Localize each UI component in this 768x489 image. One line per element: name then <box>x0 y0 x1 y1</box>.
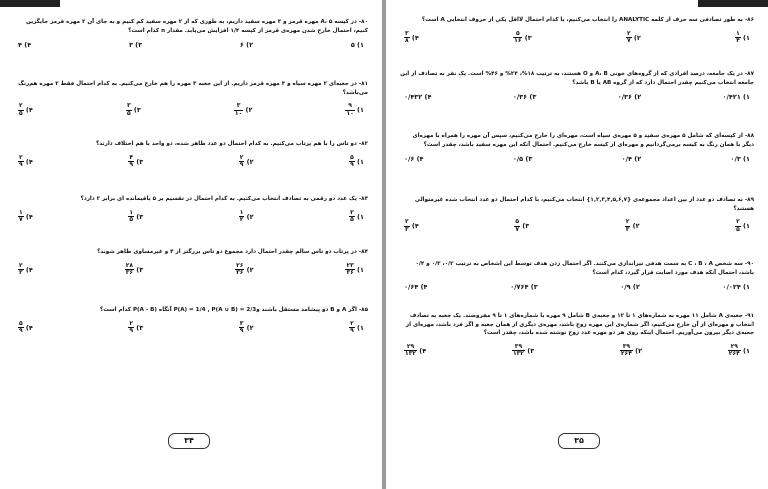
question-stem <box>400 132 754 149</box>
fraction-numerator: ۵ <box>513 31 522 39</box>
fraction-denominator: ۵ <box>129 216 134 223</box>
option-label: ۱) <box>740 33 750 42</box>
option-label: ۳) <box>134 157 144 166</box>
option-label: ۴) <box>23 106 33 114</box>
question-5 <box>400 312 754 358</box>
fraction-numerator: ۲۳ <box>346 261 354 269</box>
option-label: ۴) <box>21 41 32 49</box>
fraction-numerator: ۲ <box>129 319 134 327</box>
question-stem <box>400 196 754 213</box>
answer-option-4[interactable] <box>404 344 426 358</box>
fraction-denominator: ۹ <box>350 161 354 168</box>
question-1 <box>400 70 754 101</box>
stem-text: ۸۷- در یک جامعه، درصد افرادی که از گروه‌های خونی A، B و O هستند، به ترتیب ۱۸%، ۲۴% و ۴۶% است. یک نفر به تصادف از این جامعه انتخاب می‌کنیم چقدر احتمال دارد که از گروه AB یا B باشد؟ <box>400 71 754 86</box>
fraction-numerator: ۲۹ <box>728 344 741 352</box>
option-value: ۰/۴۳۲ <box>404 93 423 101</box>
answer-options <box>14 210 368 224</box>
option-label: ۱) <box>740 283 750 291</box>
option-fraction <box>125 263 134 277</box>
fraction-numerator: ۲ <box>19 102 23 109</box>
question-4 <box>14 248 368 277</box>
question-0 <box>400 16 754 45</box>
option-label: ۱) <box>354 157 364 166</box>
option-label: ۴) <box>414 155 424 163</box>
option-fraction <box>620 344 633 358</box>
fraction-denominator: ۹ <box>19 327 23 334</box>
answer-option-4[interactable] <box>404 219 419 233</box>
option-value: ۰/۳ <box>730 155 741 163</box>
fraction-denominator: ۵ <box>736 225 740 233</box>
answer-options <box>14 103 368 117</box>
option-label: ۱) <box>354 106 364 114</box>
fraction-numerator: ۵ <box>19 319 23 327</box>
fraction-numerator: ۵ <box>350 153 354 161</box>
answer-option-3[interactable] <box>128 321 143 335</box>
fraction-numerator: ۲ <box>239 153 244 161</box>
fraction-denominator: ۱۰ <box>346 109 354 117</box>
option-label: ۲) <box>244 212 254 221</box>
answer-option-1[interactable] <box>349 155 364 169</box>
fraction-denominator: ۹ <box>129 161 134 168</box>
option-fraction <box>512 344 525 358</box>
answer-option-4[interactable] <box>404 93 431 101</box>
answer-option-1[interactable] <box>728 344 750 358</box>
option-label: ۱) <box>740 93 750 101</box>
answer-option-2[interactable] <box>239 210 254 224</box>
option-fraction <box>728 344 741 358</box>
option-value: ۰/۰۲۴ <box>722 283 741 291</box>
fraction-numerator: ۵ <box>515 218 520 225</box>
option-value: ۰/۴۲۱ <box>722 93 741 101</box>
answer-option-4[interactable] <box>18 41 31 49</box>
option-label: ۴) <box>23 212 33 221</box>
answer-option-3[interactable] <box>514 219 529 233</box>
fraction-denominator: ۱۳۲ <box>512 350 524 357</box>
question-stem <box>14 195 368 204</box>
option-label: ۲) <box>630 222 640 230</box>
option-value: ۰/۹ <box>620 283 631 291</box>
fraction-numerator: ۲۶ <box>236 261 244 269</box>
answer-option-3[interactable] <box>128 155 143 169</box>
option-label: ۳) <box>134 265 144 274</box>
answer-options <box>14 263 368 277</box>
fraction-denominator: ۳ <box>19 269 23 276</box>
fraction-numerator: ۳۹ <box>620 344 633 352</box>
answer-option-2[interactable] <box>234 103 253 117</box>
answer-option-1[interactable] <box>723 93 750 101</box>
stem-formula: P(A) = 1/4 , P(A ∪ B) = 2/3 <box>173 307 257 313</box>
fraction-denominator: ۵ <box>350 216 354 223</box>
fraction-numerator: ۲۹ <box>404 344 417 352</box>
option-label: ۴) <box>409 33 419 42</box>
fraction-numerator: ۲ <box>350 319 354 327</box>
fraction-denominator: ۵ <box>19 109 23 117</box>
option-label: ۲) <box>243 106 253 114</box>
stem-text: ۸۴- در پرتاب دو تاس سالم چقدر احتمال دارد مجموع دو تاس بزرگتر از ۴ و غیرمساوی ظاهر شوند؟ <box>97 249 368 255</box>
stem-text: ۸۱- در جعبه‌ای ۲ مهره سیاه و ۳ مهره قرمز داریم. از این جعبه ۳ مهره را هم خارج می‌کنیم. به کدام احتمال فقط ۲ مهره هم‌رنگ می‌باشد؟ <box>18 81 368 96</box>
option-value: ۰/۵ <box>512 155 524 163</box>
answer-option-2[interactable] <box>235 263 254 277</box>
question-stem <box>400 260 754 277</box>
option-label: ۱) <box>354 323 364 332</box>
answer-option-1[interactable] <box>723 283 750 291</box>
stem-tail: آنگاه P(A - B) کدام است؟ <box>99 307 174 313</box>
question-stem <box>14 140 368 149</box>
option-label: ۲) <box>244 323 254 332</box>
stem-text: ۸۵- اگر A و B دو پیشامد مستقل باشند و <box>256 307 368 313</box>
option-label: ۲) <box>631 33 641 42</box>
page-number: ۳۵ <box>558 433 600 449</box>
option-label: ۳) <box>134 323 144 332</box>
option-label: ۳) <box>522 33 532 42</box>
fraction-numerator: ۲ <box>736 218 740 225</box>
answer-option-1[interactable] <box>345 103 364 117</box>
option-value: ۰/۳۶ <box>617 93 632 101</box>
answer-option-1[interactable] <box>735 31 750 45</box>
answer-option-3[interactable] <box>513 31 532 45</box>
answer-option-1[interactable] <box>349 321 364 335</box>
option-label: ۴) <box>409 222 419 230</box>
fraction-denominator: ۹ <box>350 327 354 334</box>
question-stem <box>400 16 754 25</box>
answer-options <box>400 283 754 291</box>
answer-option-2[interactable] <box>620 344 642 358</box>
question-1 <box>14 80 368 117</box>
option-label: ۴) <box>422 93 432 101</box>
fraction-numerator: ۲ <box>626 29 631 37</box>
option-label: ۱) <box>354 212 364 221</box>
answer-option-3[interactable] <box>510 283 537 291</box>
answer-option-3[interactable] <box>128 210 143 224</box>
answer-option-4[interactable] <box>18 103 33 117</box>
option-label: ۲) <box>244 265 254 274</box>
option-value: ۵ <box>350 41 355 49</box>
fraction-numerator: ۲ <box>625 218 630 225</box>
option-label: ۴) <box>23 323 33 332</box>
answer-option-4[interactable] <box>404 31 419 45</box>
question-2 <box>400 132 754 163</box>
answer-option-2[interactable] <box>618 93 641 101</box>
page-header-bar <box>698 0 768 7</box>
answer-options <box>14 41 368 49</box>
fraction-denominator: ۵ <box>126 109 131 117</box>
fraction-numerator: ۲ <box>19 153 23 161</box>
stem-text: ۹۱- جعبه‌ی A شامل ۱۱ مهره به شماره‌های ۱ تا ۱۲ و جعبه‌ی B شامل ۹ مهره با شماره‌های ۱ تا ۹ مفروضند. یک جعبه به تصادف انتخاب و مهره‌ای از آن خارج می‌کنیم، اگر شماره‌ی این مهره زوج باشد، مهره‌ی دیگری از همان جعبه و اگر فرد باشد، مهره‌ای از جعبه‌ی دیگر بیرون می‌آوریم. احتمال اینکه روی هر دو مهره عدد زوج نوشته شده باشد، چقدر است؟ <box>405 313 754 336</box>
option-label: ۲) <box>631 93 642 101</box>
stem-text: ۸۸- از کیسه‌ای که شامل ۵ مهره‌ی سفید و ۵ مهره‌ی سیاه است، مهره‌ای را خارج می‌کنیم، سپس آن مهره را همراه با مهره‌ای دیگر با همان رنگ به کیسه برمی‌گردانیم و مهره‌ای از کیسه خارج می‌کنیم. احتمال آنکه این مهره سفید باشد، چقدر است؟ <box>412 133 754 148</box>
question-stem <box>14 248 368 257</box>
answer-option-4[interactable] <box>18 321 33 335</box>
option-fraction <box>234 103 243 117</box>
option-label: ۱) <box>740 155 750 163</box>
stem-text: ۸۶- به طور تصادفی سه حرف از کلمه ANALYTIC را انتخاب می‌کنیم، با کدام احتمال لااقل یکی از حروف انتخابی A است؟ <box>421 17 754 23</box>
fraction-denominator: ۲۶۴ <box>728 350 740 357</box>
answer-option-4[interactable] <box>18 155 33 169</box>
answer-option-3[interactable] <box>125 263 144 277</box>
option-label: ۴) <box>23 265 33 274</box>
option-label: ۳) <box>132 41 143 49</box>
answer-options <box>400 219 754 233</box>
fraction-denominator: ۳۶ <box>346 269 354 276</box>
answer-option-4[interactable] <box>404 283 427 291</box>
fraction-denominator: ۲۶۴ <box>620 350 632 357</box>
option-fraction <box>404 344 417 358</box>
option-label: ۴) <box>417 346 427 355</box>
question-stem <box>400 70 754 87</box>
fraction-numerator: ۳ <box>126 102 131 109</box>
answer-options <box>400 93 754 101</box>
fraction-denominator: ۷ <box>626 37 631 44</box>
fraction-numerator: ۹ <box>345 103 354 111</box>
fraction-numerator: ۳۹ <box>512 344 525 352</box>
answer-option-1[interactable] <box>349 210 364 224</box>
fraction-denominator: ۲ <box>239 216 244 223</box>
option-label: ۲) <box>631 155 642 163</box>
answer-options <box>400 31 754 45</box>
fraction-numerator: ۱ <box>19 208 23 216</box>
option-label: ۱) <box>740 346 750 355</box>
option-value: ۰/۳۶ <box>512 93 528 101</box>
fraction-numerator: ۲ <box>405 218 409 225</box>
answer-option-3[interactable] <box>513 155 533 163</box>
option-label: ۳) <box>520 222 530 230</box>
option-label: ۱) <box>354 41 364 49</box>
stem-text: ۸۹- به تصادف دو عدد از بین اعداد مجموعه‌ی {۱,۲,۳,۴,۵,۶,۷} انتخاب می‌کنیم، با کدام احتمال دو عدد انتخاب شده غیرمتوالی هستند؟ <box>414 197 754 212</box>
answer-option-1[interactable] <box>351 41 364 49</box>
option-fraction <box>345 103 354 117</box>
option-label: ۲) <box>632 346 643 355</box>
left-page <box>0 0 383 489</box>
option-label: ۲) <box>630 283 640 291</box>
fraction-denominator: ۹ <box>239 161 244 168</box>
fraction-denominator: ۷ <box>19 216 23 223</box>
answer-option-1[interactable] <box>345 263 364 277</box>
stem-text: ۸۳- یک عدد دو رقمی به تصادف انتخاب می‌کنیم. به کدام احتمال در تقسیم بر ۵ باقیمانده ای برابر ۲ دارد؟ <box>80 196 368 202</box>
answer-option-2[interactable] <box>239 321 254 335</box>
answer-option-2[interactable] <box>622 155 642 163</box>
fraction-denominator: ۱۶ <box>514 37 522 44</box>
fraction-numerator: ۳ <box>405 29 409 37</box>
fraction-denominator: ۹ <box>239 327 244 334</box>
option-value: ۰/۷۶۴ <box>510 283 529 291</box>
question-3 <box>400 196 754 233</box>
option-label: ۳) <box>527 93 537 101</box>
fraction-denominator: ۳۶ <box>236 269 244 276</box>
answer-option-3[interactable] <box>513 93 536 101</box>
option-label: ۱) <box>354 265 364 274</box>
fraction-numerator: ۴ <box>129 153 134 161</box>
option-value: ۶ <box>239 41 244 49</box>
option-value: ۰/۶ <box>404 155 415 163</box>
stem-text: ۸۰- در کیسه A، ۵ مهره قرمز و ۳ مهره سفید داریم، به طوری که از ۲ مهره سفید کم کنیم و به جای آن ۲ مهره قرمز جایگزین کنیم، احتمال خارج شدن مهره‌ی قرمز از کیسه ۱/۴ افزایش می‌یابد. مقدار n کدام است؟ <box>26 19 368 34</box>
option-value: ۰/۴ <box>621 155 632 163</box>
fraction-denominator: ۳ <box>405 225 409 233</box>
option-label: ۳) <box>528 283 538 291</box>
question-stem <box>14 306 368 315</box>
answer-option-3[interactable] <box>129 41 142 49</box>
option-label: ۳) <box>523 155 533 163</box>
answer-option-1[interactable] <box>730 155 750 163</box>
fraction-numerator: ۱ <box>129 208 134 216</box>
option-value: ۴ <box>18 41 22 49</box>
answer-option-1[interactable] <box>735 219 750 233</box>
answer-options <box>14 321 368 335</box>
option-label: ۲) <box>243 41 254 49</box>
question-stem <box>14 80 368 97</box>
right-page <box>386 0 768 489</box>
answer-option-4[interactable] <box>404 155 424 163</box>
stem-text: ۹۰- سه شخص C ، B ، A به سمت هدفی تیراندازی می‌کنند. اگر احتمال زدن هدف توسط این اشخاص به ترتیب ۰/۲، ۰/۳ و ۰/۴ باشد، احتمال آنکه هدف مورد اصابت قرار گیرد، کدام است؟ <box>415 261 754 276</box>
answer-options <box>400 155 754 163</box>
fraction-denominator: ۷ <box>515 225 520 233</box>
fraction-numerator: ۲۸ <box>125 261 134 269</box>
fraction-denominator: ۳۶ <box>125 269 134 276</box>
option-label: ۳) <box>131 106 141 114</box>
option-label: ۱) <box>740 222 750 230</box>
stem-text: ۸۲- دو تاس را با هم پرتاب می‌کنیم. به کدام احتمال دو عدد ظاهر شده، دو واحد با هم اختلاف دارند؟ <box>96 141 368 147</box>
question-4 <box>400 260 754 291</box>
fraction-numerator: ۳ <box>234 103 243 111</box>
fraction-denominator: ۳ <box>625 225 630 233</box>
answer-option-2[interactable] <box>240 41 253 49</box>
answer-option-4[interactable] <box>18 210 33 224</box>
question-3 <box>14 195 368 224</box>
question-0 <box>14 18 368 49</box>
question-2 <box>14 140 368 169</box>
answer-option-2[interactable] <box>239 155 254 169</box>
page-header-bar <box>0 0 60 7</box>
answer-options <box>14 155 368 169</box>
question-stem <box>400 312 754 338</box>
fraction-numerator: ۳ <box>239 319 244 327</box>
fraction-numerator: ۱ <box>736 29 740 37</box>
page-number: ۳۴ <box>168 433 210 449</box>
fraction-denominator: ۱۰ <box>234 109 243 117</box>
fraction-numerator: ۲ <box>350 208 354 216</box>
option-fraction <box>345 263 354 277</box>
option-value: ۰/۶۴ <box>404 283 419 291</box>
fraction-denominator: ۴ <box>736 37 740 44</box>
option-label: ۳) <box>524 346 535 355</box>
question-stem <box>14 18 368 35</box>
question-5 <box>14 306 368 335</box>
answer-option-3[interactable] <box>126 103 141 117</box>
fraction-numerator: ۱ <box>239 208 244 216</box>
answer-options <box>400 344 754 358</box>
option-label: ۲) <box>244 157 254 166</box>
answer-option-2[interactable] <box>620 283 640 291</box>
fraction-numerator: ۲ <box>19 261 23 269</box>
answer-option-3[interactable] <box>512 344 534 358</box>
answer-option-2[interactable] <box>625 219 640 233</box>
fraction-denominator: ۱۳۲ <box>405 350 417 357</box>
fraction-denominator: ۹ <box>19 161 23 168</box>
fraction-denominator: ۹ <box>129 327 134 334</box>
fraction-denominator: ۸ <box>405 37 409 44</box>
option-label: ۳) <box>134 212 144 221</box>
answer-option-2[interactable] <box>626 31 641 45</box>
option-value: ۳ <box>128 41 133 49</box>
option-label: ۴) <box>23 157 33 166</box>
option-label: ۴) <box>418 283 428 291</box>
answer-option-4[interactable] <box>18 263 33 277</box>
